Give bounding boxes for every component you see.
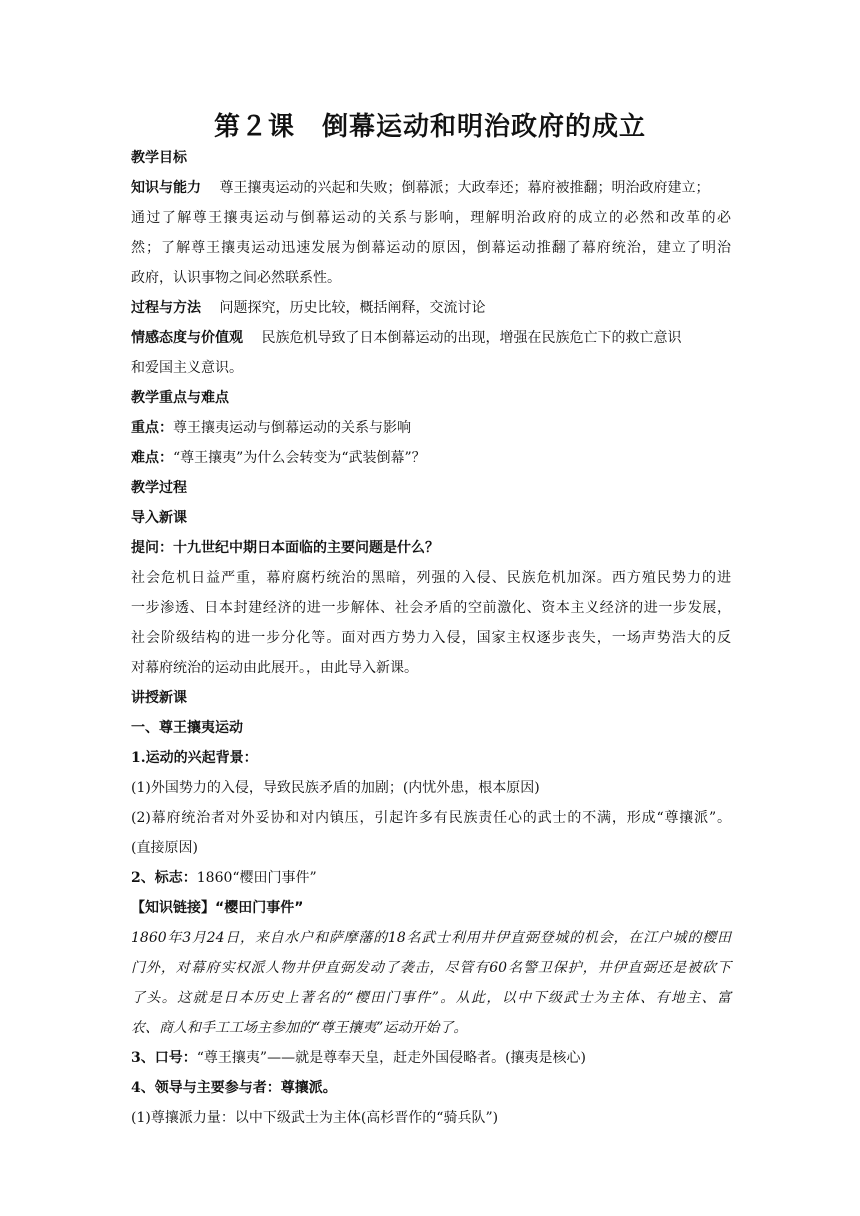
knowledge-text: 尊王攘夷运动的兴起和失败；倒幕派；大政奉还；幕府被推翻；明治政府建立；: [219, 180, 710, 196]
leaders-line: 4、领导与主要参与者：尊攘派。: [131, 1080, 337, 1096]
knowledge-link-line-2: 门外，对幕府实权派人物井伊直弼发动了袭击，尽管有60名警卫保护，井伊直弼还是被砍下: [131, 960, 731, 976]
background-item-2-line-1: (2)幕府统治者对外妥协和对内镇压，引起许多有民族责任心的武士的不满，形成“尊攘派”。: [131, 810, 731, 826]
process-text: 问题探究，历史比较，概括阐释，交流讨论: [219, 300, 486, 316]
difficulty-label: 难点：: [131, 450, 173, 466]
focus-text: 尊王攘夷运动与倒幕运动的关系与影响: [173, 420, 411, 436]
knowledge-link-line-4: 农、商人和手工工场主参加的“尊王攘夷”运动开始了。: [131, 1020, 468, 1036]
difficulty-text: “尊王攘夷”为什么会转变为“武装倒幕”？: [173, 450, 426, 466]
focus-heading: 教学重点与难点: [131, 390, 229, 406]
background-heading: 1.运动的兴起背景：: [131, 750, 258, 766]
emotion-line-2: 和爱国主义意识。: [131, 360, 243, 376]
sign-label: 2、标志：: [131, 870, 197, 886]
knowledge-paragraph-line-1: [131, 178, 731, 198]
slogan-label: 3、口号：: [131, 1050, 197, 1066]
knowledge-label: 知识与能力: [131, 180, 201, 196]
lecture-heading: 讲授新课: [131, 690, 187, 706]
background-item-1: (1)外国势力的入侵，导致民族矛盾的加剧；(内忧外患，根本原因): [131, 780, 540, 796]
lesson-title: 第２课 倒幕运动和明治政府的成立: [213, 112, 646, 142]
process-label: 过程与方法: [131, 300, 201, 316]
difficulty-line: [131, 448, 731, 468]
intro-paragraph-line-1: 社会危机日益严重，幕府腐朽统治的黑暗，列强的入侵、民族危机加深。西方殖民势力的进: [131, 570, 731, 586]
knowledge-paragraph-line-2: 通过了解尊王攘夷运动与倒幕运动的关系与影响，理解明治政府的成立的必然和改革的必: [131, 210, 731, 226]
section-1-heading: 一、尊王攘夷运动: [131, 720, 243, 736]
sign-line: [131, 868, 731, 888]
process-line: [131, 298, 731, 318]
knowledge-link-line-3: 了头。这就是日本历史上著名的“樱田门事件”。从此，以中下级武士为主体、有地主、富: [131, 990, 731, 1006]
intro-paragraph-line-3: 社会阶级结构的进一步分化等。面对西方势力入侵，国家主权逐步丧失，一场声势浩大的反: [131, 630, 731, 646]
intro-question: 提问：十九世纪中期日本面临的主要问题是什么？: [131, 540, 439, 556]
background-item-2-line-2: (直接原因): [131, 840, 198, 856]
emotion-label: 情感态度与价值观: [131, 330, 243, 346]
force-line: (1)尊攘派力量：以中下级武士为主体(高杉晋作的“骑兵队”): [131, 1110, 499, 1126]
knowledge-paragraph-line-3: 然；了解尊王攘夷运动迅速发展为倒幕运动的原因，倒幕运动推翻了幕府统治，建立了明治: [131, 240, 731, 256]
knowledge-paragraph-line-4: 政府，认识事物之间必然联系性。: [131, 270, 341, 286]
emotion-line-1: [131, 328, 731, 348]
focus-label: 重点：: [131, 420, 173, 436]
intro-heading: 导入新课: [131, 510, 187, 526]
intro-paragraph-line-4: 对幕府统治的运动由此展开。，由此导入新课。: [131, 660, 418, 676]
slogan-line: [131, 1048, 731, 1068]
process-heading: 教学过程: [131, 480, 187, 496]
sign-text: 1860“樱田门事件”: [196, 870, 317, 886]
intro-paragraph-line-2: 一步渗透、日本封建经济的进一步解体、社会矛盾的空前激化、资本主义经济的进一步发展，: [131, 600, 731, 616]
focus-line: [131, 418, 731, 438]
slogan-text: “尊王攘夷”——就是尊奉天皇，赶走外国侵略者。(攘夷是核心): [196, 1050, 586, 1066]
knowledge-link-line-1: 1860年3月24日，来自水户和萨摩藩的18名武士利用井伊直弼登城的机会，在江户城的樱田: [131, 930, 731, 946]
knowledge-link-heading: 【知识链接】“樱田门事件”: [131, 900, 304, 916]
goals-heading: 教学目标: [131, 150, 187, 166]
emotion-text: 民族危机导致了日本倒幕运动的出现，增强在民族危亡下的救亡意识: [261, 330, 682, 346]
